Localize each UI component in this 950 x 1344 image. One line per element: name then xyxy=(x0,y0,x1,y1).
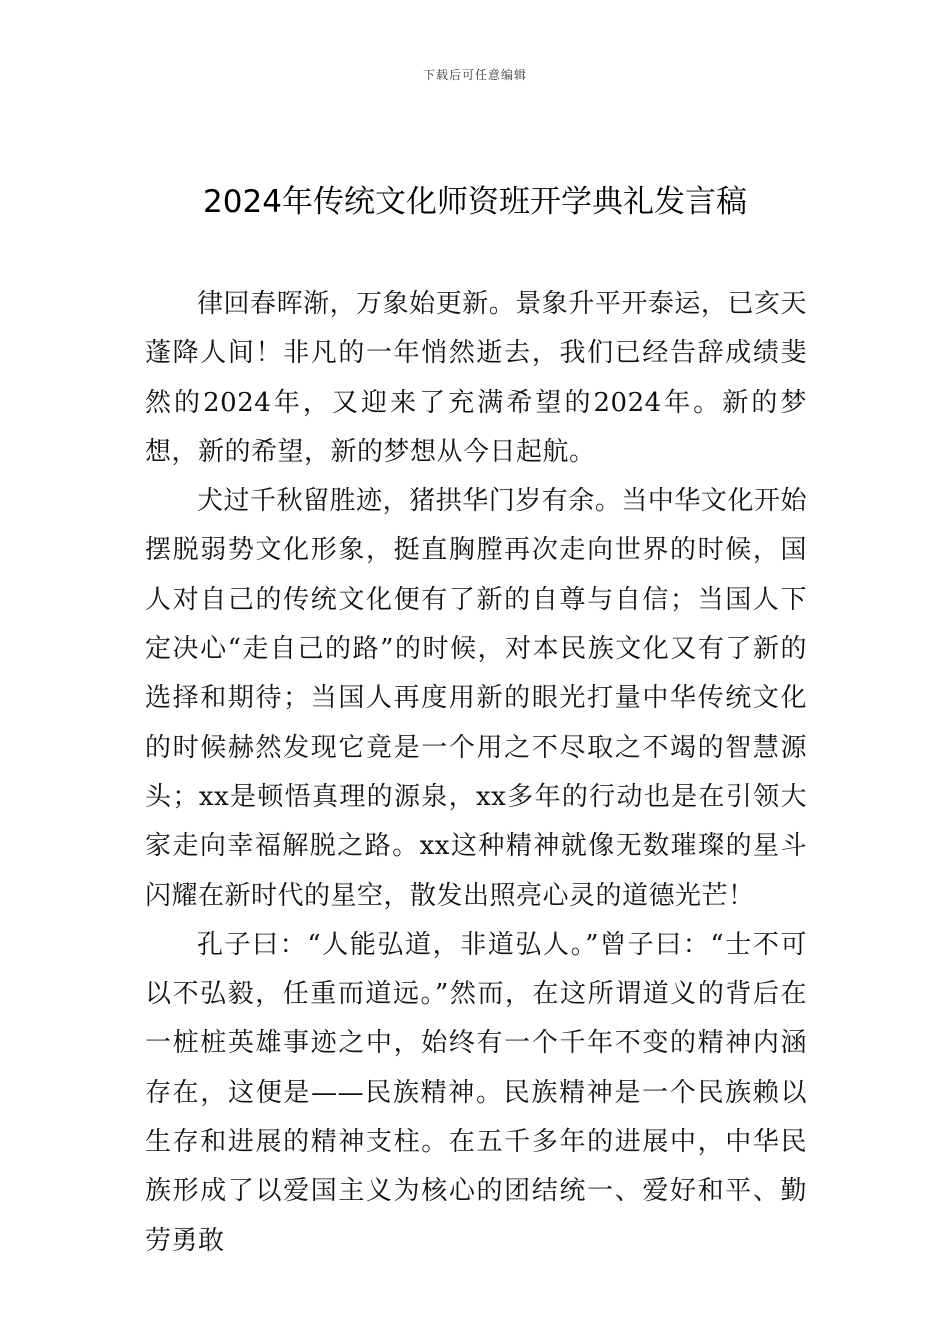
paragraph-3: 孔子曰：“人能弘道，非道弘人。”曾子曰：“士不可以不弘毅，任重而道远。”然而，在这所谓道义的背后在一桩桩英雄事迹之中，始终有一个千年不变的精神内涵存在，这便是——民族精神。民族精神是一个民族赖以生存和进展的精神支柱。在五千多年的进展中，中华民族形成了以爱国主义为核心的团结统一、爱好和平、勤劳勇敢 xyxy=(145,929,807,1256)
paragraph-2: 犬过千秋留胜迹，猪拱华门岁有余。当中华文化开始摆脱弱势文化形象，挺直胸膛再次走向世界的时候，国人对自己的传统文化便有了新的自尊与自信；当国人下定决心“走自己的路”的时候，对本民族文化又有了新的选择和期待；当国人再度用新的眼光打量中华传统文化的时候赫然发现它竟是一个用之不尽取之不竭的智慧源头；xx是顿悟真理的源泉，xx多年的行动也是在引领大家走向幸福解脱之路。xx这种精神就像无数璀璨的星斗闪耀在新时代的星空，散发出照亮心灵的道德光芒！ xyxy=(145,486,807,911)
document-body xyxy=(145,280,807,1266)
header-note: 下载后可任意编辑 xyxy=(422,68,527,82)
document-title: 2024年传统文化师资班开学典礼发言稿 xyxy=(203,184,747,220)
paragraph-1: 律回春晖渐，万象始更新。景象升平开泰运，已亥天蓬降人间！非凡的一年悄然逝去，我们已经告辞成绩斐然的2024年，又迎来了充满希望的2024年。新的梦想，新的希望，新的梦想从今日起航。 xyxy=(145,289,807,467)
